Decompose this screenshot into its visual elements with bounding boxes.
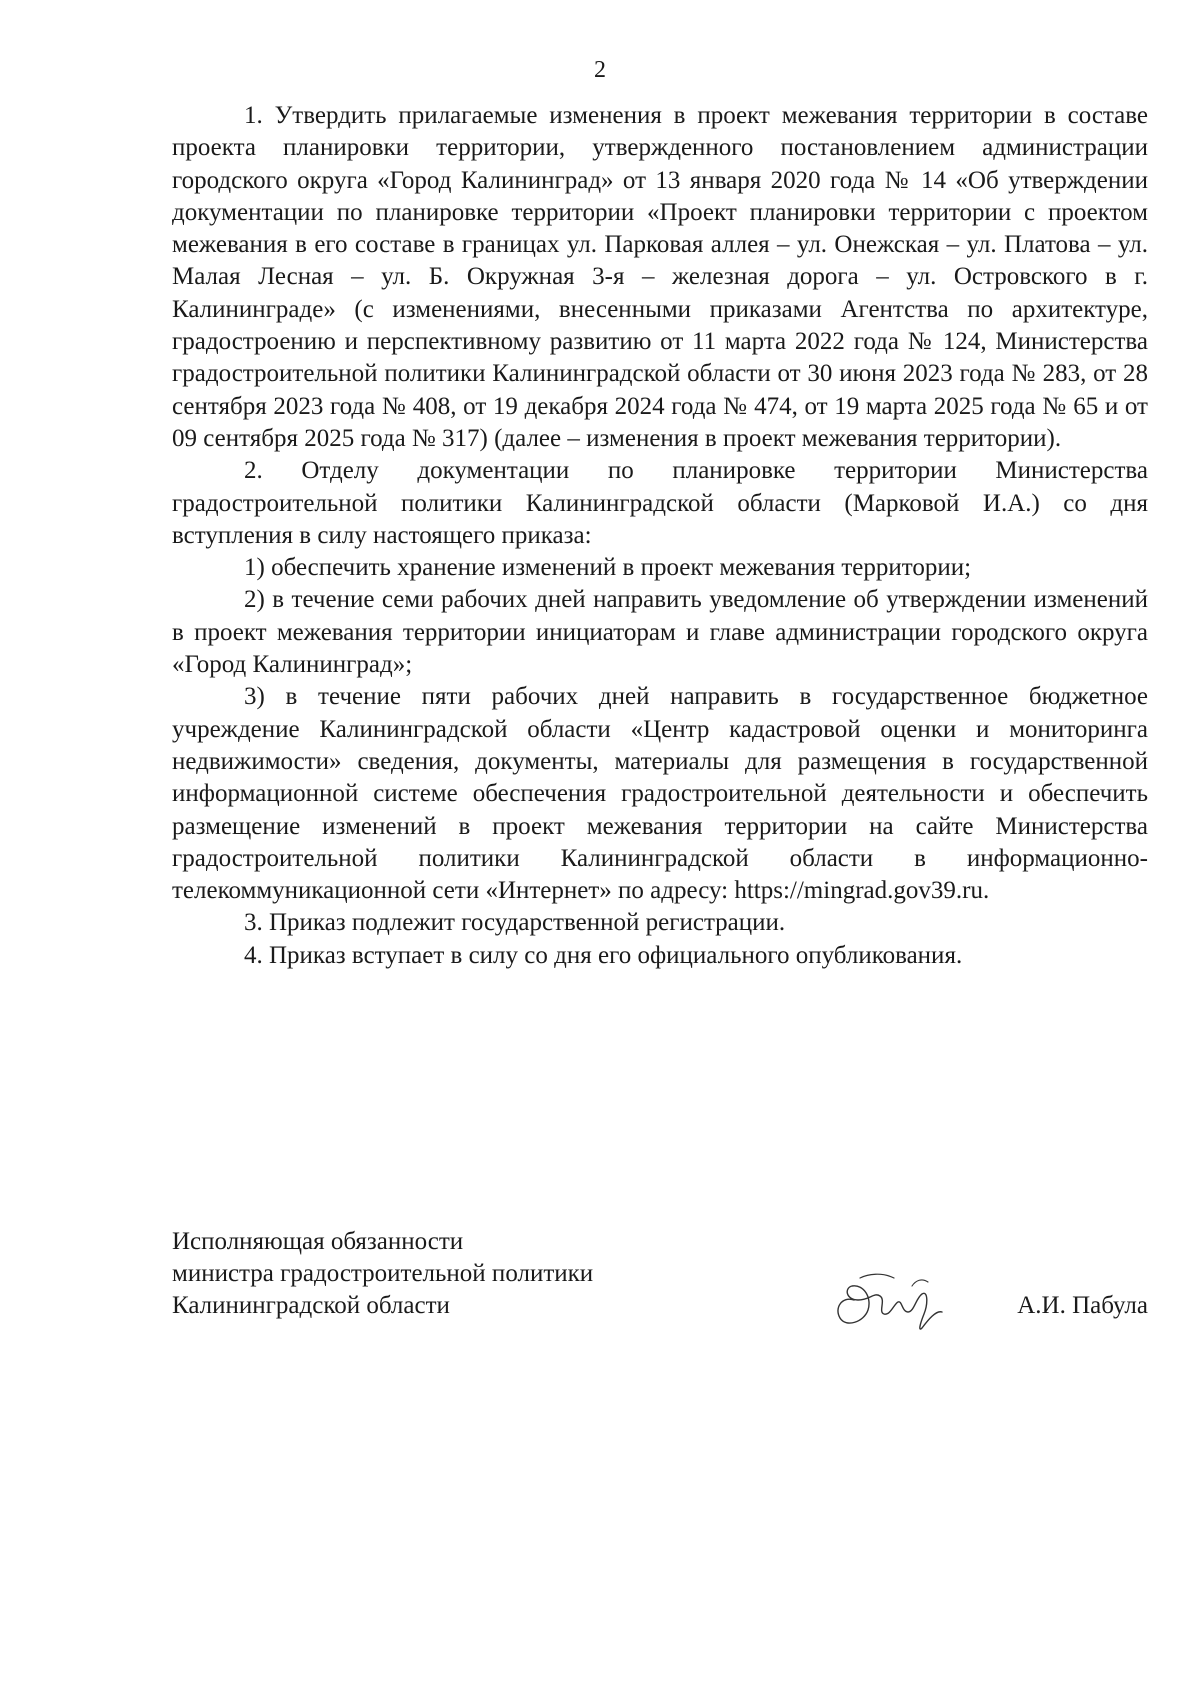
paragraph-subitem-2: 2) в течение семи рабочих дней направить уведомление об утверждении изменений в проект межевания территории инициаторам и главе администрации городского округа «Город Калининград»;: [172, 586, 1148, 679]
handwritten-signature: [824, 1256, 954, 1336]
signatory-title-line-2: министра градостроительной политики: [172, 1260, 594, 1287]
document-body: [172, 100, 1148, 972]
signature-block: [172, 1226, 1148, 1322]
paragraph-item-3: 3. Приказ подлежит государственной регистрации.: [244, 909, 786, 937]
paragraph-item-1: 1. Утвердить прилагаемые изменения в проект межевания территории в составе проекта планировки территории, утвержденного постановлением администрации городского округа «Город Калининград» от 13 января 2020 года № 14 «Об утверждении документации по планировке территории «Проект планировки территории с проектом межевания в его составе в границах ул. Парковая аллея – ул. Онежская – ул. Платова – ул. Малая Лесная – ул. Б. Окружная 3-я – железная дорога – ул. Островского в г. Калининграде» (с изменениями, внесенными приказами Агентства по архитектуре, градостроению и перспективному развитию от 11 марта 2022 года № 124, Министерства градостроительной политики Калининградской области от 30 июня 2023 года № 283, от 28 сентября 2023 года № 408, от 19 декабря 2024 года № 474, от 19 марта 2025 года № 65 и от 09 сентября 2025 года № 317) (далее – изменения в проект межевания территории).: [172, 102, 1148, 452]
signatory-name: А.И. Пабула: [1017, 1292, 1148, 1319]
signatory-title-line-1: Исполняющая обязанности: [172, 1228, 464, 1255]
paragraph-item-2: 2. Отделу документации по планировке территории Министерства градостроительной политики Калининградской области (Марковой И.А.) со дня вступления в силу настоящего приказа:: [172, 457, 1148, 549]
page-number: 2: [594, 57, 606, 83]
signatory-title: [172, 1226, 1148, 1322]
paragraph-item-4: 4. Приказ вступает в силу со дня его официального опубликования.: [244, 941, 963, 969]
signatory-title-line-3: Калининградской области: [172, 1292, 450, 1319]
paragraph-subitem-3: 3) в течение пяти рабочих дней направить в государственное бюджетное учреждение Калининградской области «Центр кадастровой оценки и мониторинга недвижимости» сведения, документы, материалы для размещения в государственной информационной системе обеспечения градостроительной деятельности и обеспечить размещение изменений в проект межевания территории на сайте Министерства градостроительной политики Калининградской области в информационно-телекоммуникационной сети «Интернет» по адресу: https://mingrad.gov39.ru.: [172, 683, 1148, 905]
paragraph-subitem-1: 1) обеспечить хранение изменений в проект межевания территории;: [244, 554, 972, 582]
